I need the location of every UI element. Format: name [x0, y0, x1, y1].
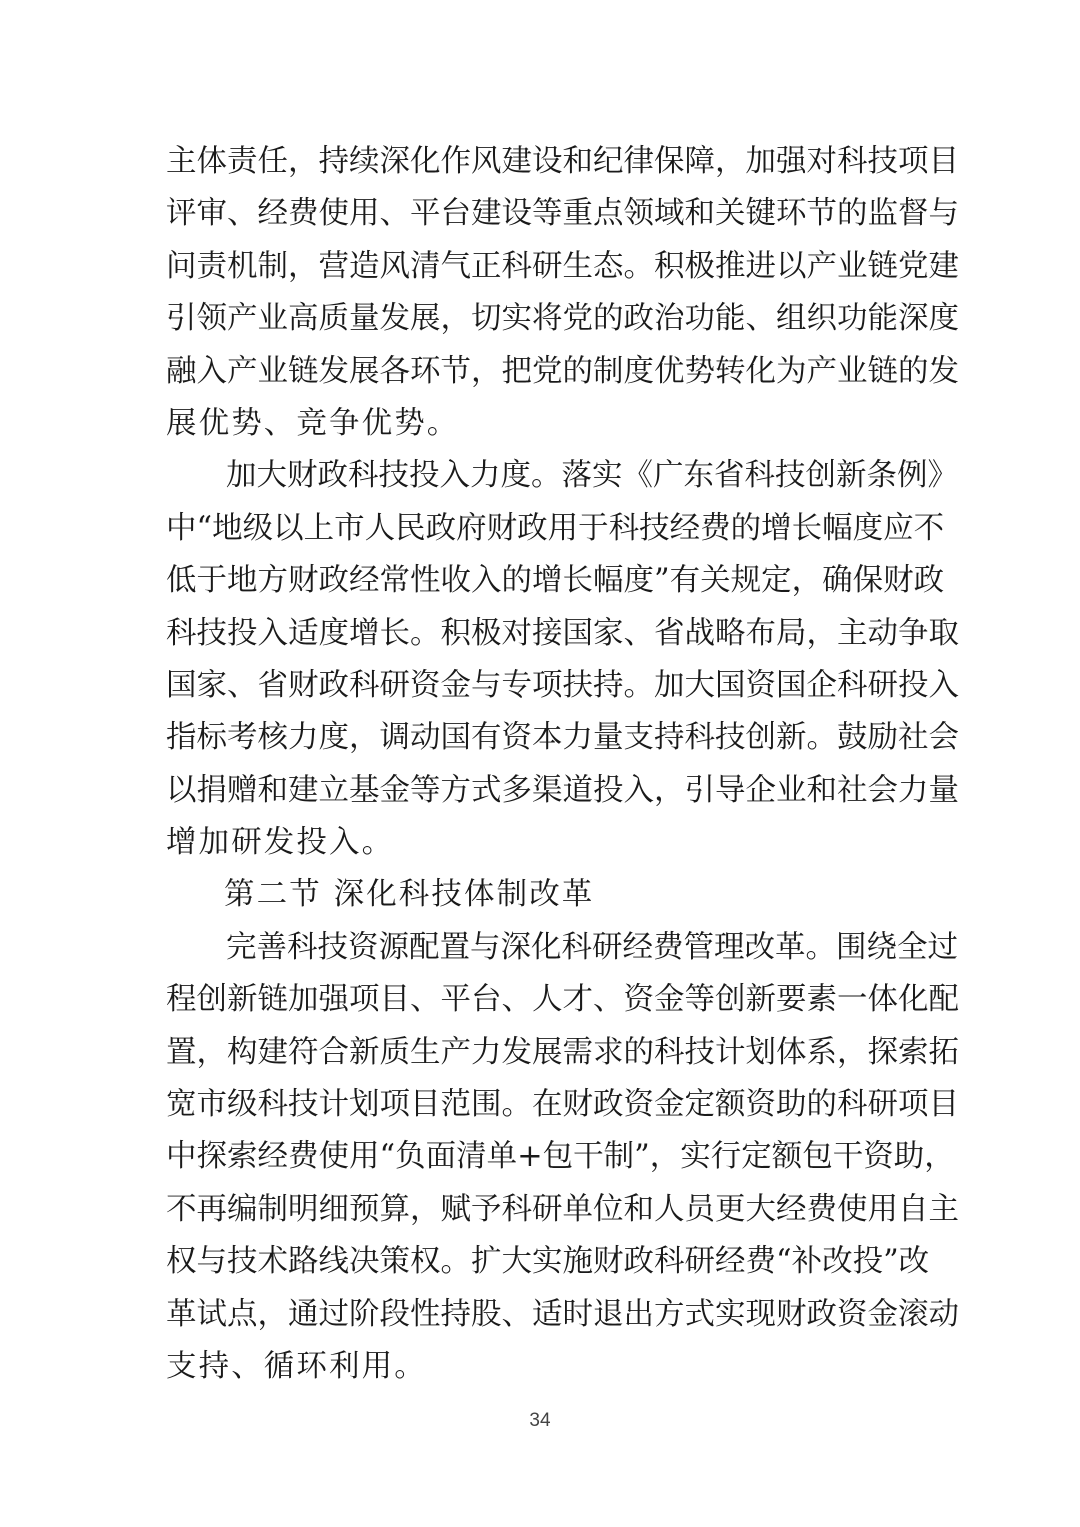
- text-line: 展优势、竞争优势。: [166, 405, 460, 441]
- text-line: 问责机制，营造风清气正科研生态。积极推进以产业链党建: [166, 248, 959, 284]
- text-line: 程创新链加强项目、平台、人才、资金等创新要素一体化配: [166, 982, 959, 1018]
- text-line: 以捐赠和建立基金等方式多渠道投入，引导企业和社会力量: [166, 772, 959, 808]
- text-line: 革试点，通过阶段性持股、适时退出方式实现财政资金滚动: [166, 1296, 959, 1332]
- page-number: 34: [529, 1410, 551, 1431]
- text-line: 引领产业高质量发展，切实将党的政治功能、组织功能深度: [166, 301, 959, 337]
- text-line: 宽市级科技计划项目范围。在财政资金定额资助的科研项目: [166, 1087, 959, 1123]
- text-line: 科技投入适度增长。积极对接国家、省战略布局，主动争取: [166, 615, 959, 651]
- text-line: 加大财政科技投入力度。落实《广东省科技创新条例》: [226, 458, 958, 494]
- text-line: 低于地方财政经常性收入的增长幅度”有关规定，确保财政: [166, 563, 945, 599]
- text-line: 评审、经费使用、平台建设等重点领域和关键环节的监督与: [166, 196, 959, 232]
- text-line: 支持、循环利用。: [166, 1348, 427, 1384]
- text-line: 完善科技资源配置与深化科研经费管理改革。围绕全过: [226, 929, 958, 965]
- body-text: [166, 136, 959, 1393]
- text-line: 指标考核力度，调动国有资本力量支持科技创新。鼓励社会: [166, 720, 959, 756]
- text-line: 融入产业链发展各环节，把党的制度优势转化为产业链的发: [166, 353, 959, 389]
- text-line: 主体责任，持续深化作风建设和纪律保障，加强对科技项目: [166, 144, 959, 179]
- text-line: 权与技术路线决策权。扩大实施财政科研经费“补改投”改: [166, 1244, 930, 1280]
- section-heading: 第二节 深化科技体制改革: [224, 877, 595, 913]
- text-line: 置，构建符合新质生产力发展需求的科技计划体系，探索拓: [166, 1034, 959, 1070]
- text-line: 不再编制明细预算，赋予科研单位和人员更大经费使用自主: [166, 1191, 959, 1227]
- text-line: 增加研发投入。: [166, 825, 395, 861]
- text-line: 中“地级以上市人民政府财政用于科技经费的增长幅度应不: [166, 510, 945, 546]
- text-line: 中探索经费使用“负面清单+包干制”，实行定额包干资助，: [166, 1139, 955, 1175]
- text-line: 国家、省财政科研资金与专项扶持。加大国资国企科研投入: [166, 667, 959, 703]
